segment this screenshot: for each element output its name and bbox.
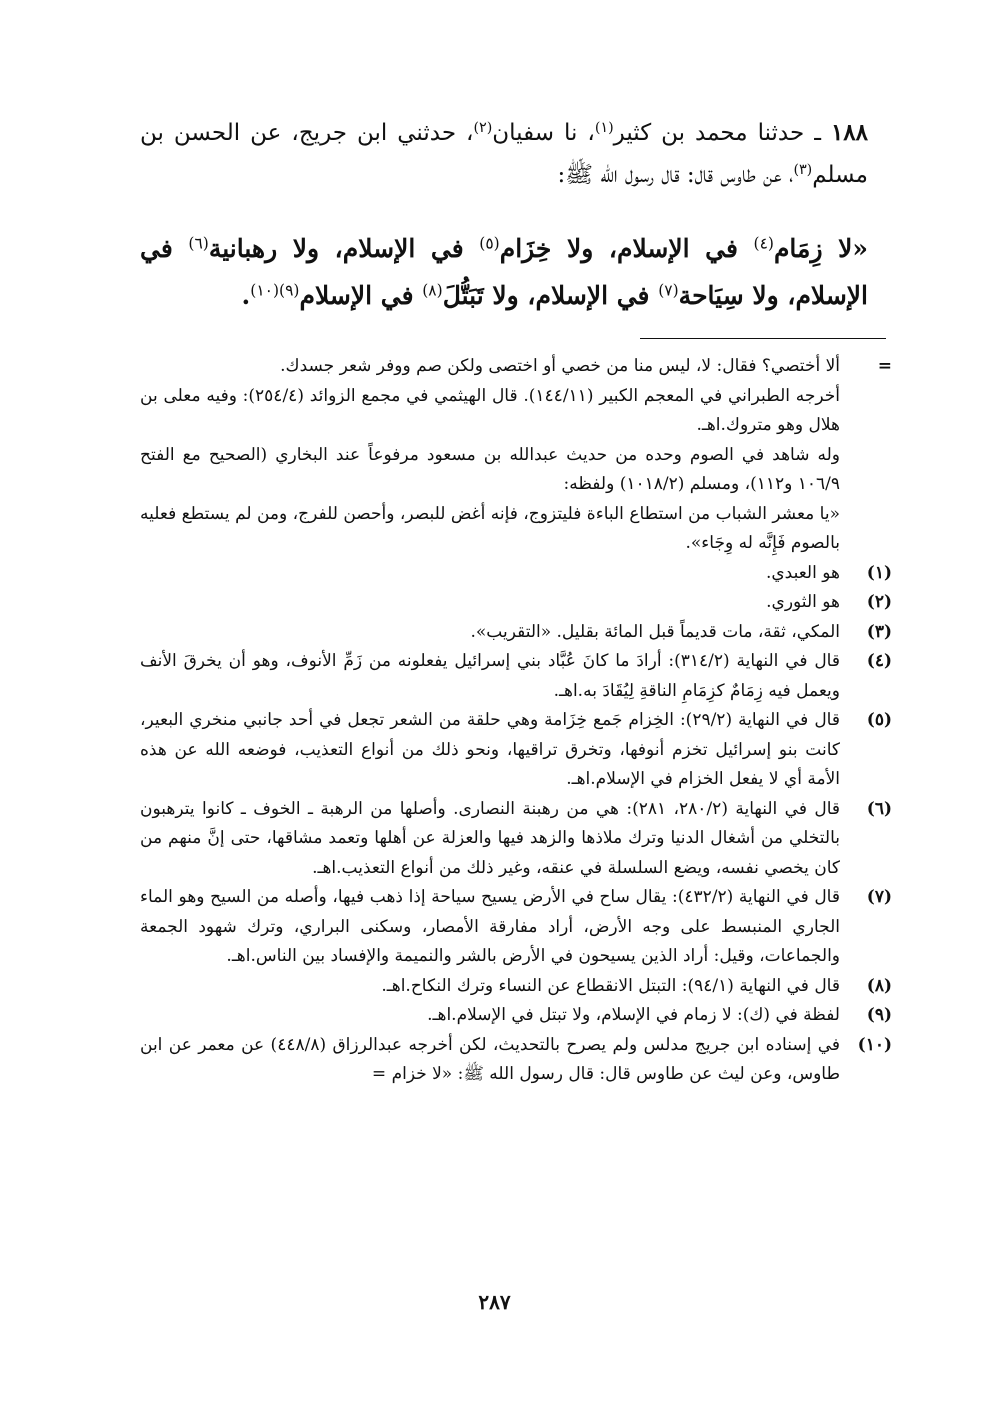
footnote-ref[interactable]: (٥) (479, 234, 500, 253)
footnote-5 (140, 706, 892, 795)
footnote-4 (140, 647, 892, 706)
chain-part: ، حدثني ابن جريج، عن الحسن بن مسلم (140, 120, 868, 188)
hadith-part: في الإسلام، ولا تَبَتُّلَ (442, 281, 659, 310)
footnote-separator (640, 338, 886, 339)
footnote-9 (140, 1001, 892, 1031)
footnote-line: «يا معشر الشباب من استطاع الباءة فليتزوج، فإنه أغض للبصر، وأحصن للفرج، ومن لم يستطع فعليه بالصوم فَإِنَّه له وِجَاء». (140, 503, 840, 553)
chain-part: ، نا سفيان (492, 120, 595, 146)
hadith-part: في الإسلام، ولا خِزَام (499, 234, 754, 263)
page-number: ٢٨٧ (478, 1290, 511, 1314)
footnote-text: هو العبدي. (765, 562, 840, 583)
footnote-line: وله شاهد في الصوم وحده من حديث عبدالله بن مسعود مرفوعاً عند البخاري (الصحيح مع الفتح ١٠٦/٩ و١١٢)، ومسلم (١٠١٨/٢) ولفظه: (140, 444, 840, 494)
footnote-6 (140, 795, 892, 884)
chain-part: ـ حدثنا محمد بن كثير (613, 120, 831, 146)
footnote-number: (٢) (866, 592, 892, 612)
chain-part: ، عن طاوس قال: قال رسول الله ﷺ: (557, 162, 794, 188)
hadith-number: ١٨٨ (830, 119, 869, 146)
footnote-7 (140, 883, 892, 972)
hadith-text (140, 225, 868, 319)
footnote-text: في إسناده ابن جريج مدلس ولم يصرح بالتحديث، لكن أخرجه عبدالرزاق (٤٤٨/٨) عن معمر عن ابن طاوس، وعن ليث عن طاوس قال: قال رسول الله ﷺ: «لا خزام = (140, 1034, 841, 1084)
footnote-continued (140, 352, 892, 382)
footnote-line: أخرجه الطبراني في المعجم الكبير (١٤٤/١١). قال الهيثمي في مجمع الزوائد (٢٥٤/٤): وفيه معلى بن هلال وهو متروك.اهـ. (140, 385, 840, 435)
footnote-text: قال في النهاية (٢٨٠/٢، ٢٨١): هي من رهبنة النصارى. وأصلها من الرهبة ـ الخوف ـ كانوا يترهبون بالتخلي من أشغال الدنيا وترك ملاذها والزهد فيها والعزلة عن أهلها وتعمد مشاقها، حتى إنَّ منهم من كان يخصي نفسه، ويضع السلسلة في عنقه، وغير ذلك من أنواع التعذيب.اهـ. (140, 798, 841, 878)
footnote-text: قال في النهاية (٩٤/١): التبتل الانقطاع عن النساء وترك النكاح.اهـ. (381, 975, 840, 996)
footnote-3 (140, 618, 892, 648)
hadith-part: «لا زِمَام (773, 234, 868, 263)
continuation-mark: = (877, 356, 892, 376)
footnote-text: المكي، ثقة، مات قديماً قبل المائة بقليل. «التقريب». (470, 621, 840, 642)
footnote-10 (140, 1031, 892, 1090)
footnote-number: (٥) (866, 710, 892, 730)
footnote-ref[interactable]: (١) (594, 120, 614, 137)
footnote-number: (٧) (866, 887, 892, 907)
footnote-ref[interactable]: (٤) (753, 234, 774, 253)
footnote-1 (140, 559, 892, 589)
footnote-number: (٩) (866, 1005, 892, 1025)
footnote-ref[interactable]: (٢) (473, 120, 493, 137)
footnote-number: (١٠) (857, 1034, 892, 1055)
footnote-ref[interactable]: (٧) (658, 281, 679, 300)
footnote-number: (١) (866, 562, 892, 583)
footnotes (140, 352, 892, 1090)
hadith-chain (140, 112, 868, 196)
footnote-ref[interactable]: (٩)(١٠) (250, 281, 300, 300)
footnote-text: هو الثوري. (766, 592, 840, 612)
footnote-text: قال في النهاية (٣١٤/٢): أرادَ ما كانَ عُبَّاد بني إسرائيل يفعلونه من زَمِّ الأنوف، وهو أن يخرقَ الأنف ويعمل فيه زِمَامٌ كزِمَامِ الناقةِ لِيُقَادَ به.اهـ. (140, 651, 840, 701)
footnote-number: (٤) (866, 651, 892, 671)
footnote-number: (٨) (866, 975, 892, 996)
footnote-number: (٣) (866, 621, 892, 642)
footnote-line: ألا أختصي؟ فقال: لا، ليس منا من خصي أو اختصى ولكن صم ووفر شعر جسدك. (280, 356, 840, 376)
footnote-number: (٦) (866, 798, 892, 819)
footnote-text: لفظة في (ك): لا زمام في الإسلام، ولا تبتل في الإسلام.اهـ. (427, 1005, 840, 1025)
footnote-text: قال في النهاية (٢٩/٢): الخِزام جَمع خِزَامة وهي حلقة من الشعر تجعل في أحد جانبي منخري البعير، كانت بنو إسرائيل تخزم أنوفها، وتخرق تراقيها، ونحو ذلك من أنواع التعذيب، فوضعه الله عن هذه الأمة أي لا يفعل الخزام في الإسلام.اهـ. (140, 710, 840, 789)
hadith-part: في الإسلام، ولا سِيَاحة (140, 234, 868, 310)
footnote-text: قال في النهاية (٤٣٢/٢): يقال ساح في الأرض يسيح سياحة إذا ذهب فيها، وأصله من السيح وهو الماء الجاري المنبسط على وجه الأرض، أراد مفارقة الأمصار، وسكنى البراري، وترك شهود الجمعة والجماعات، وقيل: أراد الذين يسيحون في الأرض بالشر والنميمة والإفساد بين الناس.اهـ. (140, 887, 840, 966)
footnote-ref[interactable]: (٣) (793, 162, 813, 179)
footnote-ref[interactable]: (٨) (422, 281, 443, 300)
footnote-ref[interactable]: (٦) (188, 234, 209, 253)
hadith-part: . (241, 281, 251, 310)
hadith-part: في الإسلام، ولا رهبانية (208, 234, 480, 263)
footnote-2 (140, 588, 892, 618)
footnote-8 (140, 972, 892, 1002)
hadith-part: في الإسلام (299, 281, 423, 310)
